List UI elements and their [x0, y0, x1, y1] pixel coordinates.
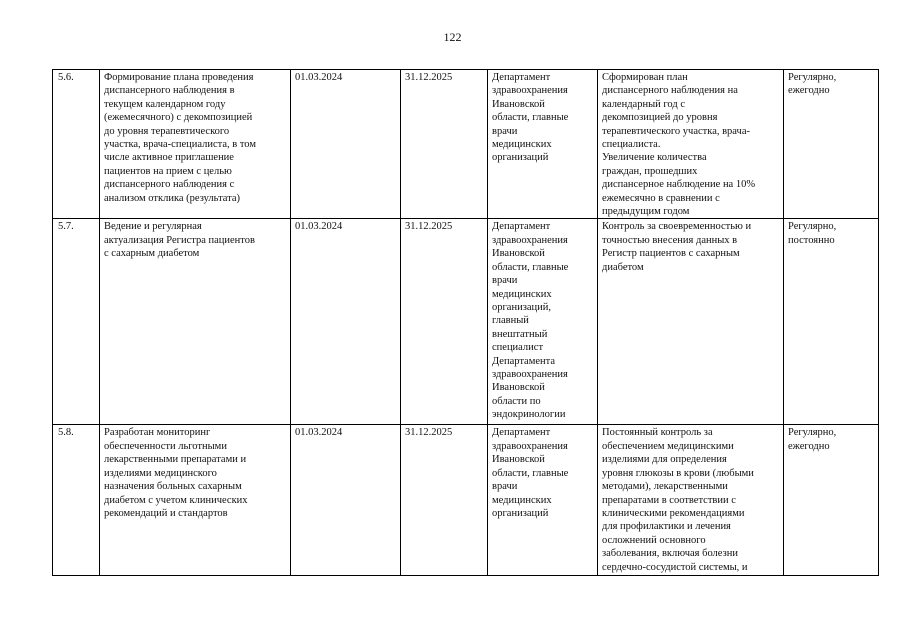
end-date-cell: 31.12.2025: [401, 70, 488, 219]
page-number: 122: [443, 30, 462, 44]
responsible-cell: Департамент здравоохранения Ивановской области, главные врачи медицинских организаций: [488, 70, 598, 219]
measure-cell: Формирование плана проведения диспансерного наблюдения в текущем календарном году (ежемесячного) с декомпозицией до уровня терапевтического участка, врача-специалиста, в том числе активное приглашение пациентов на прием с целью диспансерного наблюдения с анализом отклика (результата): [100, 70, 291, 219]
end-date-cell: 31.12.2025: [401, 219, 488, 425]
periodicity-cell: Регулярно, постоянно: [784, 219, 879, 425]
result-cell: Сформирован план диспансерного наблюдения на календарный год с декомпозицией до уровня терапевтического участка, врача- специалиста. Увеличение количества граждан, прошедших диспансерное наблюдение на 10% ежемесячно в сравнении с предыдущим годом: [598, 70, 784, 219]
measure-cell: Разработан мониторинг обеспеченности льготными лекарственными препаратами и изделиями медицинского назначения больных сахарным диабетом с учетом клинических рекомендаций и стандартов: [100, 425, 291, 576]
row-number: 5.6.: [53, 70, 100, 219]
start-date-cell: 01.03.2024: [291, 70, 401, 219]
result-cell: Контроль за своевременностью и точностью внесения данных в Регистр пациентов с сахарным диабетом: [598, 219, 784, 425]
start-date-cell: 01.03.2024: [291, 219, 401, 425]
periodicity-cell: Регулярно, ежегодно: [784, 425, 879, 576]
result-cell: Постоянный контроль за обеспечением медицинскими изделиями для определения уровня глюкозы в крови (любыми методами), лекарственными препаратами в соответствии с клиническими рекомендациями для профилактики и лечения осложнений основного заболевания, включая болезни сердечно-сосудистой системы, и: [598, 425, 784, 576]
measure-cell: Ведение и регулярная актуализация Регистра пациентов с сахарным диабетом: [100, 219, 291, 425]
responsible-cell: Департамент здравоохранения Ивановской области, главные врачи медицинских организаций: [488, 425, 598, 576]
table-row: [53, 425, 879, 576]
table-row: [53, 219, 879, 425]
row-number: 5.8.: [53, 425, 100, 576]
table-row: [53, 70, 879, 219]
end-date-cell: 31.12.2025: [401, 425, 488, 576]
responsible-cell: Департамент здравоохранения Ивановской области, главные врачи медицинских организаций, главный внештатный специалист Департамента здравоохранения Ивановской области по эндокринологии: [488, 219, 598, 425]
start-date-cell: 01.03.2024: [291, 425, 401, 576]
measures-table: [52, 69, 879, 576]
row-number: 5.7.: [53, 219, 100, 425]
periodicity-cell: Регулярно, ежегодно: [784, 70, 879, 219]
